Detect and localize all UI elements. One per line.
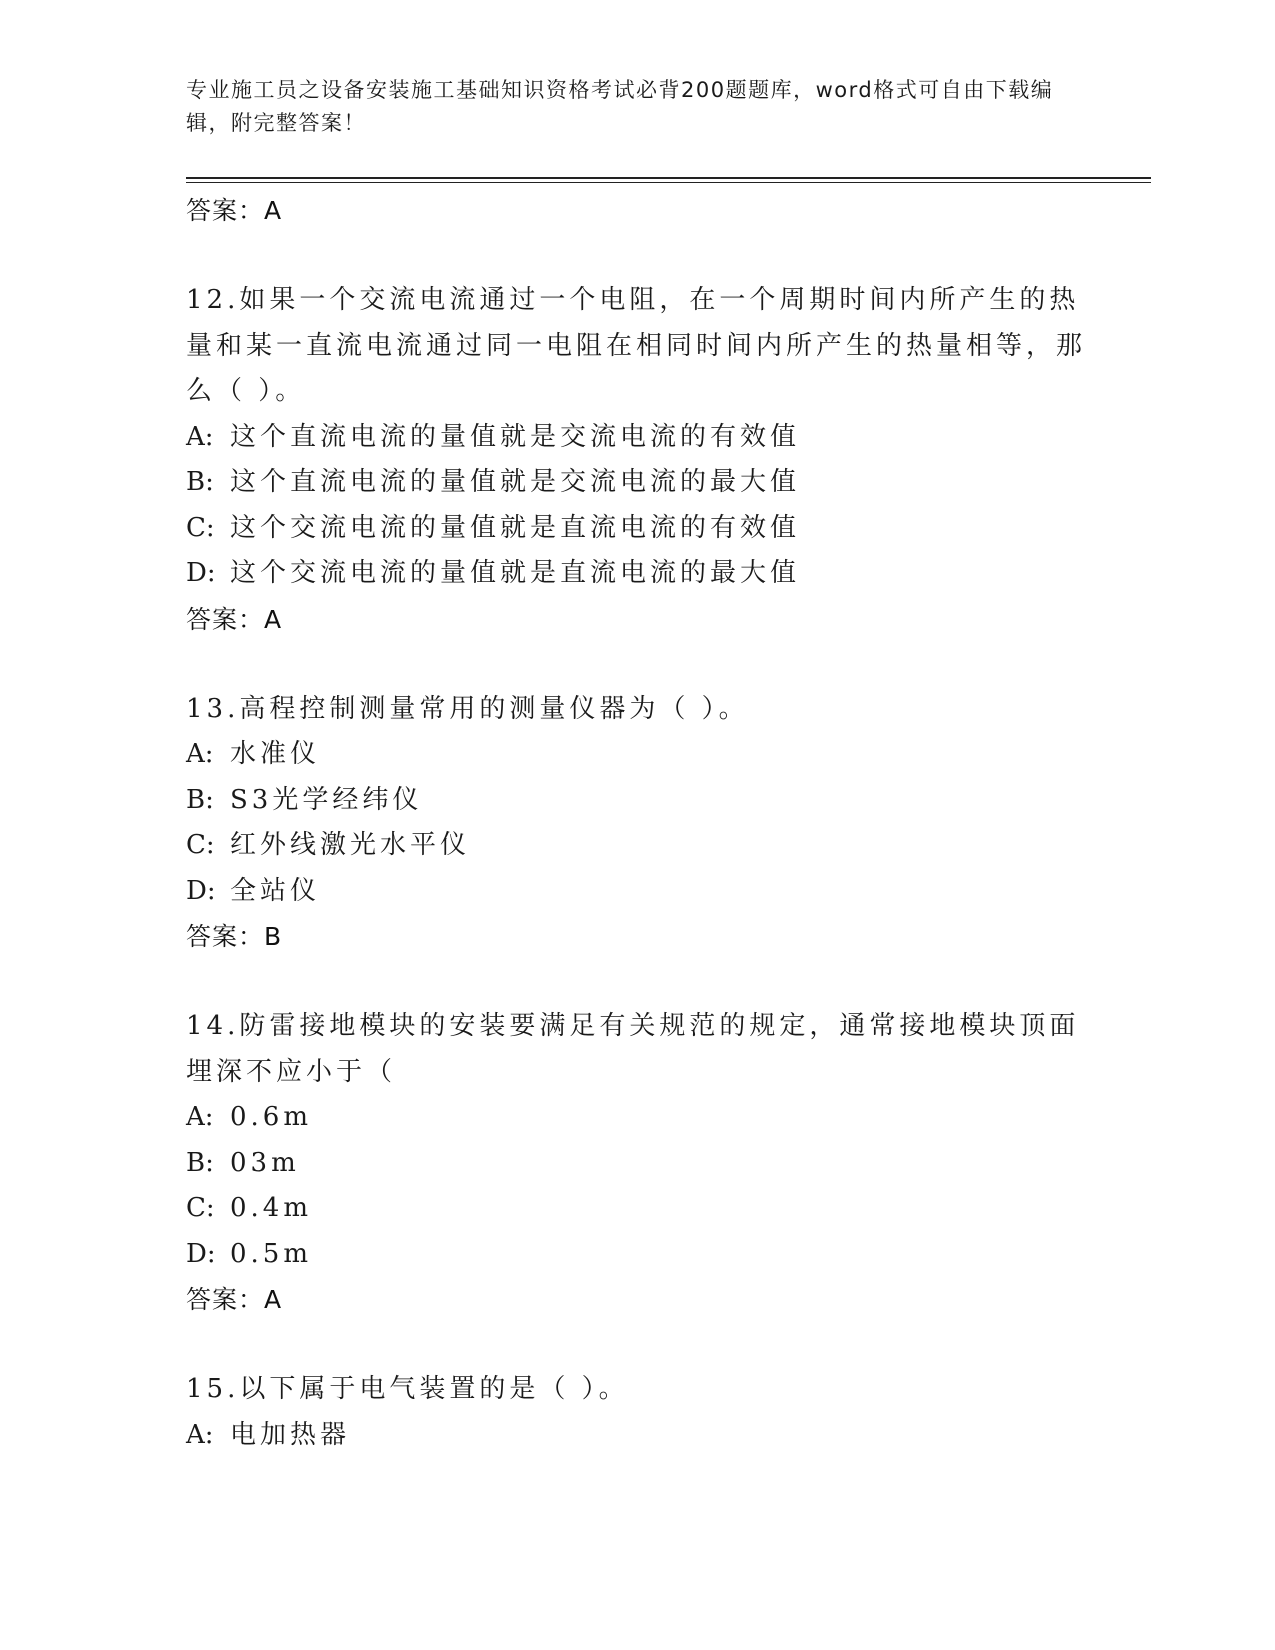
question-block [186,687,1086,961]
option-b [186,1141,1086,1187]
option-text: 红外线激光水平仪 [230,830,471,860]
option-c [186,823,1086,869]
option-a [186,732,1086,778]
option-text: 03m [230,1147,300,1178]
answer-line: 答案：A [186,196,283,225]
option-letter: C: [186,512,215,543]
option-letter: C: [186,1193,215,1223]
spacer [186,1323,1086,1367]
option-letter: D: [186,1238,216,1269]
option-c [186,506,1086,552]
spacer [186,960,1086,1004]
option-letter: B: [186,784,214,815]
option-text: 这个交流电流的量值就是直流电流的有效值 [230,512,801,543]
question-block [186,1367,1086,1458]
question-block [186,1004,1086,1323]
question-stem: 14.防雷接地模块的安装要满足有关规范的规定，通常接地模块顶面埋深不应小于（ [186,1011,1080,1087]
header-divider [186,177,1151,179]
option-d [186,1232,1086,1278]
answer-line: 答案：B [186,922,283,951]
option-d [186,869,1086,915]
option-d [186,551,1086,597]
question-block [186,278,1086,643]
option-letter: C: [186,830,215,860]
option-letter: B: [186,467,214,497]
header-divider-thin [186,182,1151,183]
option-b [186,460,1086,506]
option-text: 这个直流电流的量值就是交流电流的最大值 [230,467,801,497]
option-text: S3光学经纬仪 [230,784,423,815]
question-stem: 15.以下属于电气装置的是（ ）。 [186,1374,629,1404]
question-stem: 12.如果一个交流电流通过一个电阻，在一个周期时间内所产生的热量和某一直流电流通过同一电阻在相同时间内所产生的热量相等，那么（ ）。 [186,285,1087,406]
question-stem: 13.高程控制测量常用的测量仪器为（ ）。 [186,693,749,724]
option-letter: A: [186,421,214,452]
option-b [186,778,1086,824]
answer-line: 答案：A [186,1285,283,1314]
spacer [186,234,1086,278]
option-a [186,1095,1086,1141]
spacer [186,643,1086,687]
option-letter: A: [186,1102,214,1132]
option-letter: D: [186,558,216,588]
option-letter: B: [186,1147,214,1178]
option-text: 这个交流电流的量值就是直流电流的最大值 [230,558,801,588]
option-letter: A: [186,739,214,769]
option-c [186,1186,1086,1232]
option-text: 0.4m [230,1193,313,1223]
option-text: 电加热器 [230,1419,351,1450]
option-text: 全站仪 [230,875,321,906]
answer-line: 答案：A [186,604,283,634]
option-a [186,1413,1086,1459]
page-header: 专业施工员之设备安装施工基础知识资格考试必背200题题库，word格式可自由下载编辑，附完整答案！ [186,78,1054,135]
option-letter: D: [186,875,216,906]
option-a [186,415,1086,461]
option-text: 0.6m [230,1102,313,1132]
option-text: 这个直流电流的量值就是交流电流的有效值 [230,421,801,452]
option-text: 0.5m [230,1238,313,1269]
document-body [186,188,1086,1458]
option-text: 水准仪 [230,739,321,769]
option-letter: A: [186,1419,214,1450]
